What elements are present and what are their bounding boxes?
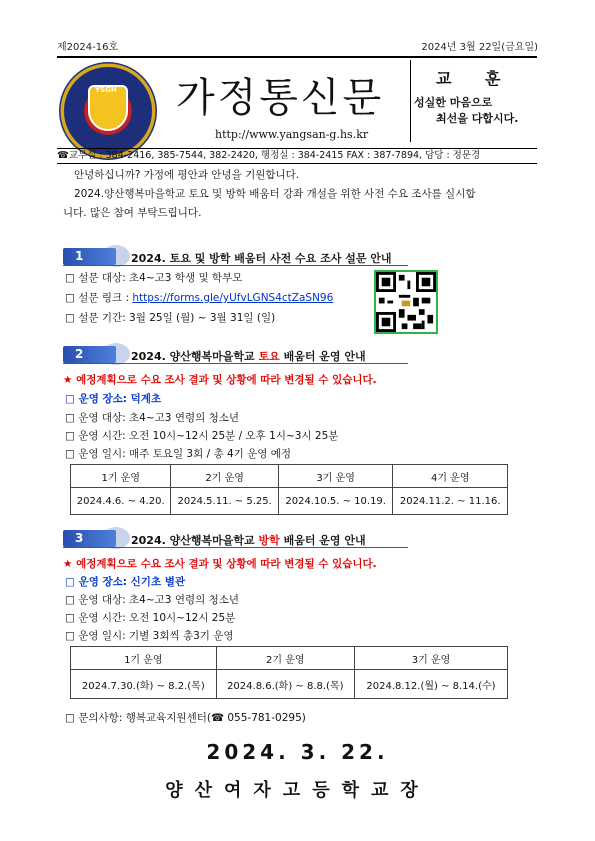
- section-3-number: 3: [63, 530, 116, 547]
- survey-link[interactable]: https://forms.gle/yUfvLGNS4ctZaSN96: [132, 292, 334, 304]
- table-cell: 2024.4.6. ~ 4.20.: [71, 488, 171, 515]
- section-1-item-link: [65, 290, 333, 305]
- section-3-item-schedule: □ 운영 일시: 기별 3회씩 총3기 운영: [65, 630, 234, 642]
- section-2-item-target: □ 운영 대상: 초4~고3 연령의 청소년: [65, 412, 240, 424]
- section-3-notice: ★ 예정계획으로 수요 조사 결과 및 상황에 따라 변경될 수 있습니다.: [63, 558, 377, 570]
- section-3-divider: [63, 547, 408, 548]
- table-header: 1기 운영: [71, 647, 217, 670]
- school-url[interactable]: http://www.yangsan-g.hs.kr: [215, 128, 369, 141]
- page-title: 가정통신문: [176, 75, 385, 121]
- section-1-item-target: □ 설문 대상: 초4~고3 학생 및 학부모: [65, 272, 243, 284]
- footer-date: 2024. 3. 22.: [206, 740, 389, 764]
- intro-line-2: 2024.양산행복마을학교 토요 및 방학 배움터 강좌 개설을 위한 사전 수요 조사를 실시합: [74, 188, 476, 200]
- qr-code-icon[interactable]: [374, 270, 438, 334]
- section-3-item-time: □ 운영 시간: 오전 10시~12시 25분: [65, 612, 236, 624]
- table-cell: 2024.11.2. ~ 11.16.: [393, 488, 508, 515]
- motto-line-2: 최선을 다합시다.: [436, 112, 519, 125]
- vacation-schedule-table: [70, 646, 508, 699]
- section-3-item-target: □ 운영 대상: 초4~고3 연령의 청소년: [65, 594, 240, 606]
- contact-bar: ☎교무실 : 384-2416, 385-7544, 382-2420, 행정실 : 384-2415 FAX : 387-7894, 담당 : 정문경: [57, 148, 537, 164]
- school-logo: [59, 62, 157, 160]
- table-header: 2기 운영: [171, 465, 278, 488]
- link-label: □ 설문 링크 :: [65, 292, 133, 304]
- table-cell: 2024.8.6.(화) ~ 8.8.(목): [216, 670, 354, 699]
- table-header: 1기 운영: [71, 465, 171, 488]
- section-2-item-time: □ 운영 시간: 오전 10시~12시 25분 / 오후 1시~3시 25분: [65, 430, 339, 442]
- table-header: 2기 운영: [216, 647, 354, 670]
- table-cell: 2024.10.5. ~ 10.19.: [278, 488, 393, 515]
- table-cell: 2024.7.30.(화) ~ 8.2.(목): [71, 670, 217, 699]
- section-3-title: 2024. 양산행복마을학교 방학 배움터 운영 안내: [131, 534, 366, 547]
- table-cell: 2024.8.12.(월) ~ 8.14.(수): [354, 670, 507, 699]
- saturday-schedule-table: [70, 464, 508, 515]
- table-header: 4기 운영: [393, 465, 508, 488]
- issue-date: 2024년 3월 22일(금요일): [421, 42, 538, 53]
- section-1-divider: [63, 265, 408, 266]
- section-2-place: □ 운영 장소: 덕계초: [65, 393, 162, 405]
- section-1-item-period: □ 설문 기간: 3월 25일 (월) ~ 3월 31일 (일): [65, 312, 276, 324]
- logo-text: YSGH: [95, 86, 117, 94]
- motto-line-1: 성실한 마음으로: [414, 96, 493, 109]
- motto-title: 교 훈: [436, 69, 515, 88]
- intro-greeting: 안녕하십니까? 가정에 평안과 안녕을 기원합니다.: [74, 169, 300, 181]
- section-1-title: 2024. 토요 및 방학 배움터 사전 수요 조사 설문 안내: [131, 252, 392, 265]
- section-2-divider: [63, 363, 408, 364]
- table-header: 3기 운영: [354, 647, 507, 670]
- section-1-number: 1: [63, 248, 116, 265]
- section-2-number: 2: [63, 346, 116, 363]
- section-2-item-schedule: □ 운영 일시: 매주 토요일 3회 / 총 4기 운영 예정: [65, 448, 292, 460]
- footer-signature: 양산여자고등학교장: [165, 780, 430, 801]
- section-2-notice: ★ 예정계획으로 수요 조사 결과 및 상황에 따라 변경될 수 있습니다.: [63, 374, 377, 386]
- table-cell: 2024.5.11. ~ 5.25.: [171, 488, 278, 515]
- section-2-title: 2024. 양산행복마을학교 토요 배움터 운영 안내: [131, 350, 366, 363]
- table-header: 3기 운영: [278, 465, 393, 488]
- section-3-place: □ 운영 장소: 신기초 별관: [65, 576, 186, 588]
- issue-number: 제2024-16호: [57, 42, 119, 53]
- intro-line-3: 니다. 많은 참여 부탁드립니다.: [63, 207, 202, 219]
- inquiry-line: □ 문의사항: 행복교육지원센터(☎ 055-781-0295): [65, 712, 306, 724]
